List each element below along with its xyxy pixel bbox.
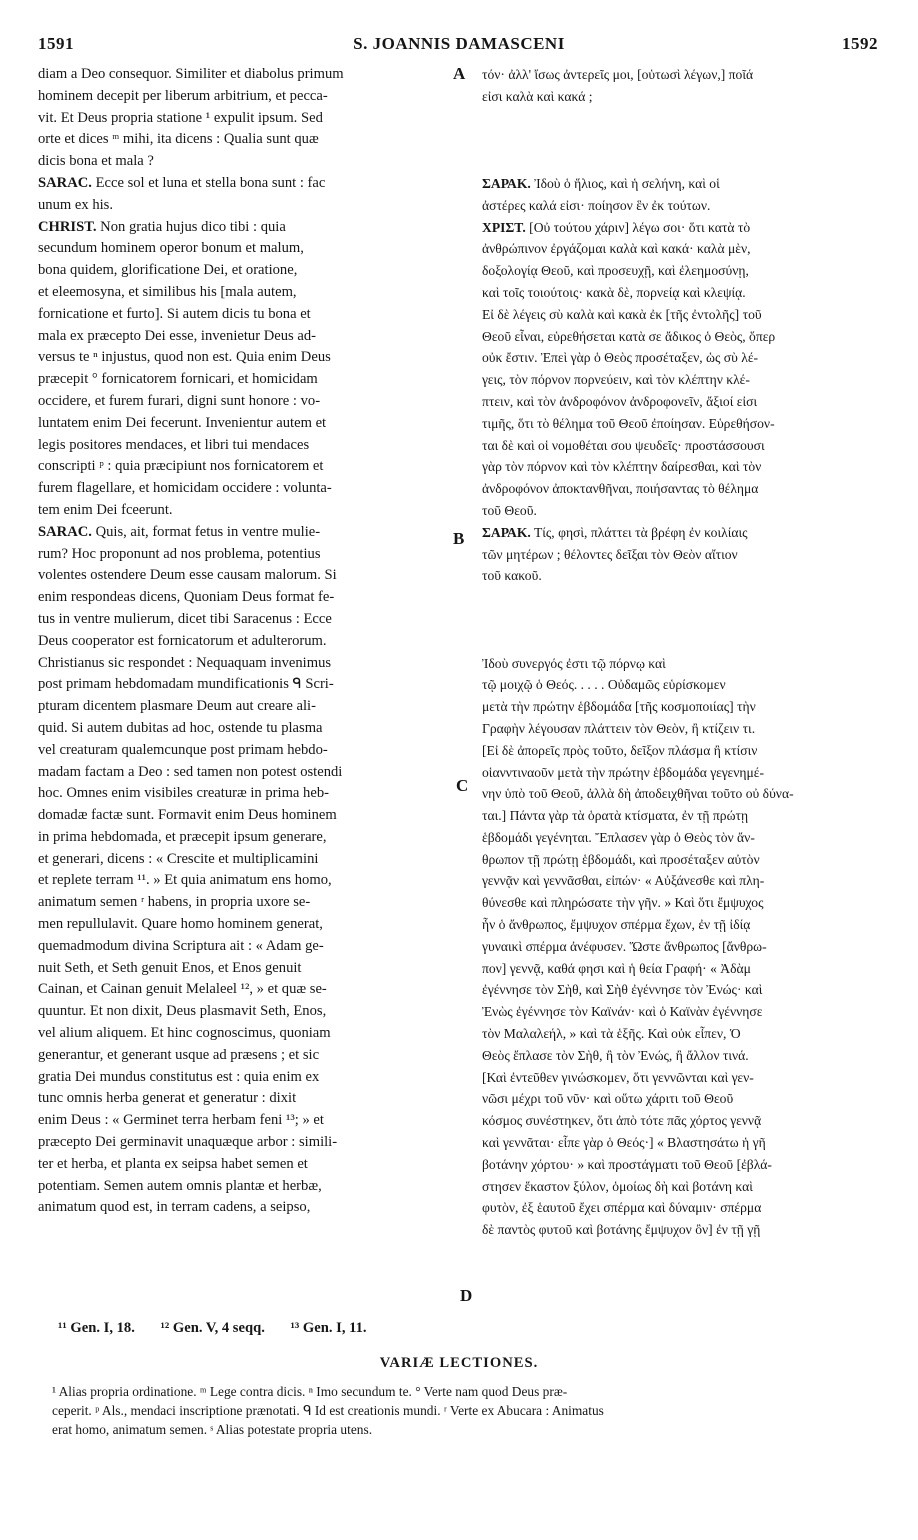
- greek-text-line: [Εἰ δὲ ἀπορεῖς πρὸς τοῦτο, δεῖξον πλάσμα ἢ κτίσιν: [482, 742, 758, 758]
- greek-text-line: [482, 151, 880, 173]
- latin-text-line: Christianus sic respondet : Nequaquam invenimus: [38, 654, 332, 671]
- variae-lectiones: [52, 1382, 902, 1439]
- section-marker-d: D: [460, 1286, 473, 1305]
- latin-text-line: tus in ventre mulierum, dicet tibi Saracenus : Ecce: [38, 610, 332, 627]
- variant-line: ¹ Alias propria ordinatione. ᵐ Lege contra dicis. ⁿ Imo secundum te. ° Verte nam quod Deus præ-: [52, 1384, 568, 1399]
- latin-text-line: SARAC. Ecce sol et luna et stella bona sunt : fac: [38, 174, 326, 191]
- latin-text-line: tunc omnis herba generat et generatur : dixit: [38, 1090, 297, 1107]
- greek-text-line: ἀστέρες καλά εἰσι· ποίησον ἓν ἐκ τούτων.: [482, 197, 711, 213]
- greek-text-line: βοτάνην χόρτου· » καὶ προστάγματι τοῦ Θεοῦ [ἐβλά-: [482, 1156, 772, 1172]
- latin-text-line: præcepit ° fornicatorem fornicari, et homicidam: [38, 371, 318, 388]
- greek-text-line: καὶ γεννᾶται· εἶπε γὰρ ὁ Θεός·] « Βλαστησάτω ἡ γῆ: [482, 1135, 766, 1151]
- latin-text-line: et replete terram ¹¹. » Et quia animatum ens homo,: [38, 872, 332, 889]
- latin-text-line: madam factam a Deo : sed tamen non potest ostendi: [38, 763, 343, 780]
- latin-text-line: fornicatione et furto]. Si autem dicis tu bona et: [38, 305, 311, 322]
- footnote: ¹¹ Gen. I, 18.: [58, 1320, 135, 1336]
- latin-text-line: CHRIST. Non gratia hujus dico tibi : quia: [38, 218, 286, 235]
- greek-text-line: τοῦ κακοῦ.: [482, 568, 542, 584]
- running-title: S. JOANNIS DAMASCENI: [353, 34, 565, 53]
- latin-text-line: quuntur. Et non dixit, Deus plasmavit Seth, Enos,: [38, 1003, 327, 1020]
- greek-text-line: ΣΑΡΑΚ. Ἰδοὺ ὁ ἥλιος, καὶ ἡ σελήνη, καὶ οἱ: [482, 175, 720, 191]
- scripture-footnotes: [58, 1320, 898, 1337]
- latin-text-line: in prima hebdomada, et præcepit ipsum generare,: [38, 828, 327, 845]
- greek-text-line: γυναικὶ σπέρμα ἀνέφυσεν. Ὥστε ἄνθρωπος [ἄνθρω-: [482, 938, 767, 954]
- latin-text-line: versus te ⁿ injustus, quod non est. Quia enim Deus: [38, 349, 331, 366]
- latin-text-line: mala ex præcepto Dei esse, invenietur Deus ad-: [38, 327, 316, 344]
- greek-text-line: δοξολογίᾳ Θεοῦ, καὶ προσευχῇ, καὶ ἐλεημοσύνῃ,: [482, 263, 749, 279]
- latin-text-line: ter et herba, et planta ex seipsa habet semen et: [38, 1155, 308, 1172]
- latin-text-line: pturam dicentem plasmare Deum aut creare ali-: [38, 698, 316, 715]
- greek-text-line: καὶ τοῖς τοιούτοις· κακὰ δὲ, πορνείᾳ καὶ κλεψίᾳ.: [482, 284, 746, 300]
- page-number-left: 1591: [38, 34, 74, 53]
- greek-text-line: τόν· ἀλλ' ἴσως ἀντερεῖς μοι, [οὑτωσὶ λέγων,] ποῖά: [482, 67, 754, 82]
- greek-text-line: νῶσι μέχρι τοῦ νῦν· καὶ οὕτω χάριτι τοῦ Θεοῦ: [482, 1091, 734, 1107]
- greek-text-line: [Καὶ ἐντεῦθεν γινώσκομεν, ὅτι γεννῶνται καὶ γεν-: [482, 1069, 754, 1085]
- greek-text-line: μετὰ τὴν πρώτην ἑβδομάδα [τῆς κοσμοποιίας] τὴν: [482, 699, 756, 715]
- greek-text-line: ται δὲ καὶ οἱ νομοθέται σου ψευδεῖς· προστάσσουσι: [482, 437, 765, 453]
- greek-text-line: θύνεσθε καὶ πληρώσατε τὴν γῆν. » Καὶ ὅτι ἔμψυχος: [482, 895, 764, 911]
- greek-text-line: Ἐνὼς ἐγέννησε τὸν Καϊνάν· καὶ ὁ Καϊνὰν ἐγέννησε: [482, 1004, 763, 1020]
- latin-text-line: luntatem enim Dei fecerunt. Invenientur autem et: [38, 414, 327, 431]
- latin-text-line: enim Deus : « Germinet terra herbam feni ¹³; » et: [38, 1112, 324, 1129]
- greek-text-line: ἦν ὁ ἄνθρωπος, ἔμψυχον σπέρμα ἔχων, ἐν τῇ ἰδίᾳ: [482, 917, 751, 933]
- latin-text-line: unum ex his.: [38, 196, 113, 213]
- latin-text-line: diam a Deo consequor. Similiter et diabolus primum: [38, 66, 344, 82]
- variant-line: erat homo, animatum semen. ˢ Alias potestate propria utens.: [52, 1422, 373, 1437]
- greek-text-line: Γραφὴν λέγουσαν πλάττειν τὸν Θεὸν, ἢ κτίζειν τι.: [482, 720, 756, 736]
- latin-text-line: bona quidem, glorificatione Dei, et oratione,: [38, 262, 298, 279]
- latin-text-line: rum? Hoc proponunt ad nos problema, potentius: [38, 545, 321, 562]
- greek-text-line: πον] γεννᾷ, καθά φησι καὶ ἡ θεία Γραφή· « Ἀδὰμ: [482, 960, 751, 976]
- greek-text-line: ἑβδομάδι γεγένηται. Ἔπλασεν γὰρ ὁ Θεὸς τὸν ἄν-: [482, 829, 755, 845]
- latin-text-line: nuit Seth, et Seth genuit Enos, et Enos genuit: [38, 959, 302, 976]
- greek-text-line: [482, 108, 880, 130]
- greek-text-line: Θεὸς ἔπλασε τὸν Σὴθ, ἢ τὸν Ἐνώς, ἢ ἄλλον τινά.: [482, 1047, 749, 1063]
- greek-text-line: δὲ παντὸς φυτοῦ καὶ βοτάνης ἔμψυχον ὂν] ἐν τῇ γῇ: [482, 1222, 761, 1238]
- section-marker-b: B: [453, 529, 465, 548]
- latin-text-line: et eleemosyna, et similibus his [mala autem,: [38, 283, 297, 300]
- latin-text-line: furem flagellare, et homicidam occidere : volunta-: [38, 480, 332, 497]
- latin-text-line: post primam hebdomadam mundificationis ᑫ Scri-: [38, 676, 334, 693]
- greek-text-line: ΣΑΡΑΚ. Τίς, φησὶ, πλάττει τὰ βρέφη ἐν κοιλίαις: [482, 524, 748, 540]
- greek-text-line: τοῦ Θεοῦ.: [482, 502, 537, 518]
- page-number-right: 1592: [842, 34, 878, 53]
- greek-text-line: κόσμος συνέστηκεν, ὅτι ἀπὸ τότε πᾶς χόρτος γεννᾷ: [482, 1113, 762, 1129]
- latin-text-line: legis positores mendaces, et libri tui mendaces: [38, 436, 310, 453]
- latin-text-line: dicis bona et mala ?: [38, 153, 154, 170]
- greek-text-line: ἀνθρώπινον ἐργάζομαι καλὰ καὶ κακά· καλὰ μὲν,: [482, 241, 751, 257]
- latin-column: [38, 64, 448, 1219]
- greek-text-line: γεννᾷν καὶ γεννᾶσθαι, εἰπών· « Αὐξάνεσθε καὶ πλη-: [482, 873, 765, 889]
- latin-text-line: quid. Si autem dubitas ad hoc, ostende tu plasma: [38, 719, 323, 736]
- greek-text-line: πτειν, καὶ τὸν ἀνδροφόνον ἀνδροφονεῖν, ἄξιοί εἰσι: [482, 393, 758, 409]
- greek-text-line: [482, 631, 880, 653]
- latin-text-line: vel creaturam qualemcunque post primam hebdo-: [38, 741, 328, 758]
- latin-text-line: generantur, et generant usque ad præsens ; et sic: [38, 1046, 320, 1063]
- greek-text-line: γεις, τὸν πόρνον πορνεύειν, καὶ τὸν κλέπτην κλέ-: [482, 372, 750, 388]
- greek-text-line: τῶν μητέρων ; θέλοντες δεῖξαι τὸν Θεὸν αἴτιον: [482, 546, 738, 562]
- variant-line: ceperit. ᵖ Als., mendaci inscriptione prænotati. ᑫ Id est creationis mundi. ʳ Verte ex Abucara : Animatus: [52, 1403, 604, 1418]
- greek-text-line: φυτὸν, ἐξ ἑαυτοῦ ἔχει σπέρμα καὶ δύναμιν· σπέρμα: [482, 1200, 762, 1216]
- latin-text-line: gratia Dei mundus constitutus est : quia enim ex: [38, 1068, 320, 1085]
- footnote: ¹² Gen. V, 4 seqq.: [160, 1320, 265, 1336]
- greek-text-line: Εἰ δὲ λέγεις σὺ καλὰ καὶ κακὰ ἐκ [τῆς ἐντολῆς] τοῦ: [482, 306, 762, 322]
- latin-text-line: enim respondeas dicens, Quoniam Deus format fe-: [38, 589, 335, 606]
- footnote: ¹³ Gen. I, 11.: [290, 1320, 367, 1336]
- greek-text-line: ἀνδροφόνον ἀποκτανθῆναι, ποιήσαντας τὸ θέλημα: [482, 481, 759, 497]
- greek-text-line: [482, 587, 880, 609]
- latin-text-line: domadæ factæ sunt. Formavit enim Deus hominem: [38, 807, 337, 824]
- variae-lectiones-heading: VARIÆ LECTIONES.: [379, 1355, 539, 1371]
- greek-text-line: στησεν ἕκαστον ξύλον, ὁμοίως δὴ καὶ βοτάνη καὶ: [482, 1178, 753, 1194]
- greek-text-line: τῷ μοιχῷ ὁ Θεός. . . . . Οὐδαμῶς εὑρίσκομεν: [482, 677, 726, 693]
- latin-text-line: et generari, dicens : « Crescite et multiplicamini: [38, 850, 319, 867]
- latin-text-line: occidere, et furem furari, digni sunt honore : vo-: [38, 392, 321, 409]
- latin-text-line: vit. Et Deus propria statione ¹ expulit ipsum. Sed: [38, 109, 323, 126]
- greek-text-line: νην ὑπὸ τοῦ Θεοῦ, ἀλλὰ δὴ ἀποδειχθῆναι τοῦτο οὐ δύνα-: [482, 786, 794, 802]
- greek-text-line: [482, 609, 880, 631]
- latin-text-line: SARAC. Quis, ait, format fetus in ventre mulie-: [38, 523, 321, 540]
- greek-text-line: Ἰδοὺ συνεργός ἐστι τῷ πόρνῳ καὶ: [482, 655, 666, 671]
- latin-text-line: animatum quod est, in terram cadens, a seipso,: [38, 1199, 311, 1216]
- latin-text-line: secundum hominem operor bonum et malum,: [38, 240, 304, 257]
- greek-text-line: ἐγέννησε τὸν Σὴθ, καὶ Σὴθ ἐγέννησε τὸν Ἐνώς· καὶ: [482, 982, 763, 998]
- latin-text-line: Deus cooperator est fornicatorum et adulterorum.: [38, 632, 327, 649]
- latin-text-line: Cainan, et Cainan genuit Melaleel ¹², » et quæ se-: [38, 981, 327, 998]
- greek-text-line: οἱανντιναοῦν μετὰ τὴν πρώτην ἑβδομάδα γεγενημέ-: [482, 764, 765, 780]
- latin-text-line: conscripti ᵖ : quia præcipiunt nos fornicatorem et: [38, 458, 324, 475]
- latin-text-line: hoc. Omnes enim visibiles creaturæ in prima heb-: [38, 785, 329, 802]
- greek-text-line: ται.] Πάντα γὰρ τὰ ὁρατὰ κτίσματα, ἐν τῇ πρώτῃ: [482, 808, 749, 824]
- greek-text-line: τὸν Μαλαλεήλ, » καὶ τὰ ἑξῆς. Καὶ οὐκ εἶπεν, Ὁ: [482, 1026, 741, 1042]
- greek-text-line: οὐκ ἔστιν. Ἐπεὶ γὰρ ὁ Θεὸς προσέταξεν, ὡς σὺ λέ-: [482, 350, 759, 366]
- section-marker-a: A: [453, 64, 466, 83]
- section-marker-c: C: [456, 776, 469, 795]
- latin-text-line: men repullulavit. Quare homo hominem generat,: [38, 916, 323, 933]
- greek-text-line: γὰρ τὸν πόρνον καὶ τὸν κλέπτην δαίρεσθαι, καὶ τὸν: [482, 459, 762, 475]
- greek-column: [482, 64, 880, 1241]
- latin-text-line: potentiam. Semen autem omnis plantæ et herbæ,: [38, 1177, 322, 1194]
- latin-text-line: tem enim Dei fceerunt.: [38, 501, 173, 518]
- latin-text-line: animatum semen ʳ habens, in propria uxore se-: [38, 894, 311, 911]
- greek-text-line: Θεοῦ εἶναι, εὑρεθήσεται κατὰ σε ἄδικος ὁ Θεὸς, ὅπερ: [482, 328, 776, 344]
- latin-text-line: volentes ostendere Deum esse causam malorum. Si: [38, 567, 337, 584]
- latin-text-line: orte et dices ᵐ mihi, ita dicens : Qualia sunt quæ: [38, 131, 319, 148]
- latin-text-line: præcepto Dei germinavit unaquæque arbor : simili-: [38, 1134, 338, 1151]
- greek-text-line: ΧΡΙΣΤ. [Οὐ τούτου χάριν] λέγω σοι· ὅτι κατὰ τὸ: [482, 219, 751, 235]
- greek-text-line: [482, 129, 880, 151]
- latin-text-line: quemadmodum divina Scriptura ait : « Adam ge-: [38, 937, 324, 954]
- greek-text-line: τιμῆς, ὅτι τὸ θέλημα τοῦ Θεοῦ ἐποίησαν. Εὑρεθήσον-: [482, 415, 775, 431]
- latin-text-line: hominem decepit per liberum arbitrium, et pecca-: [38, 87, 328, 104]
- greek-text-line: εἰσι καλὰ καὶ κακά ;: [482, 88, 593, 104]
- greek-text-line: θρωπον τῇ πρώτῃ ἑβδομάδι, καὶ προσέταξεν αὐτὸν: [482, 851, 760, 867]
- latin-text-line: vel alium aliquem. Et hinc cognoscimus, quoniam: [38, 1025, 331, 1042]
